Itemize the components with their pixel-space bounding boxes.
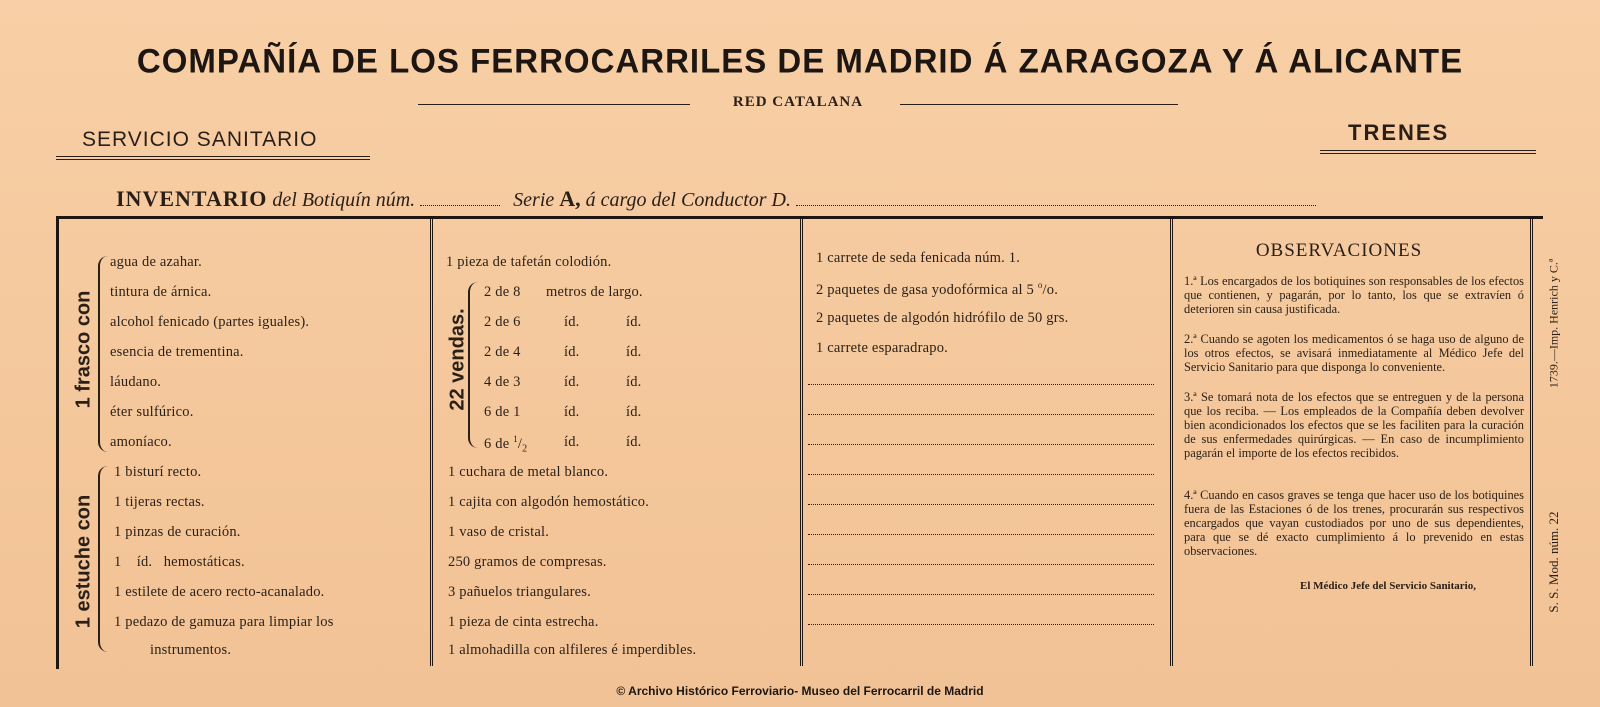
venda-qty: 2 de 6 — [484, 314, 521, 330]
list-item: 3 pañuelos triangulares. — [448, 584, 591, 600]
blank-entry-line[interactable] — [808, 474, 1154, 475]
list-item: 1 pieza de tafetán colodión. — [446, 254, 612, 270]
network-row — [418, 94, 1178, 114]
trains-label: TRENES — [1348, 120, 1450, 145]
venda-desc: íd. — [626, 404, 642, 420]
list-item: 1 carrete esparadrapo. — [816, 340, 948, 356]
blank-entry-line[interactable] — [808, 504, 1154, 505]
venda-desc: íd. — [626, 314, 642, 330]
list-item: 1 pedazo de gamuza para limpiar los — [114, 614, 334, 630]
list-item: 2 paquetes de algodón hidrófilo de 50 grs. — [816, 310, 1069, 326]
venda-qty-text: 6 de — [484, 435, 510, 452]
venda-desc: metros de largo. — [546, 284, 643, 300]
list-item: esencia de trementina. — [110, 344, 244, 360]
blank-entry-line[interactable] — [808, 564, 1154, 565]
blank-entry-line[interactable] — [808, 534, 1154, 535]
botiquin-number-field[interactable] — [420, 191, 500, 206]
list-item: 1 vaso de cristal. — [448, 524, 550, 540]
list-item: amoníaco. — [110, 434, 172, 450]
column-divider-1 — [430, 216, 433, 666]
inventory-line — [116, 186, 1476, 216]
network-rule-right — [900, 104, 1178, 105]
botiquin-label: del Botiquín núm. — [272, 189, 416, 211]
list-item: 250 gramos de compresas. — [448, 554, 607, 570]
company-title: COMPAÑÍA DE LOS FERROCARRILES DE MADRID Á ZARAGOZA Y Á ALICANTE — [136, 41, 1464, 80]
venda-desc: íd. — [564, 314, 580, 330]
model-number: S. S. Mod. núm. 22 — [1546, 511, 1561, 613]
fraction-numerator: 1 — [513, 434, 518, 444]
observation-paragraph: 3.ª Se tomará nota de los efectos que se entreguen y de la persona que los reciba. — Los empleados de la Compañía deben devolver bien acondicionados los efectos que se les faciliten para la curación de sus enfermedades quirúrgicas. — En caso de incumplimiento pagarán el importe de los efectos recibidos. — [1184, 390, 1524, 460]
venda-desc: íd. — [626, 344, 642, 360]
inventory-title: INVENTARIO — [116, 186, 268, 211]
percent-sup: o — [1037, 280, 1043, 290]
blank-entry-line[interactable] — [808, 594, 1154, 595]
trains-rule — [1320, 150, 1536, 154]
conductor-name-field[interactable] — [796, 191, 1316, 206]
venda-desc: íd. — [564, 374, 580, 390]
venda-desc: íd. — [626, 374, 642, 390]
observations-title: OBSERVACIONES — [1255, 240, 1423, 261]
list-item: 1 tijeras rectas. — [114, 494, 205, 510]
blank-entry-line[interactable] — [808, 444, 1154, 445]
venda-qty: 4 de 3 — [484, 374, 521, 390]
gasa-text: 2 paquetes de gasa yodofórmica al 5 — [816, 281, 1034, 298]
frasco-group-label: 1 frasco con — [72, 290, 95, 409]
blank-entry-line[interactable] — [808, 624, 1154, 625]
list-item: éter sulfúrico. — [110, 404, 194, 420]
list-item: 1 bisturí recto. — [114, 464, 202, 480]
signature-line: El Médico Jefe del Servicio Sanitario, — [1300, 580, 1476, 592]
list-item — [816, 280, 1058, 299]
list-item: 1 carrete de seda fenicada núm. 1. — [816, 250, 1021, 266]
vendas-group-label: 22 vendas. — [446, 308, 469, 411]
service-name: SERVICIO SANITARIO — [82, 128, 318, 151]
fraction-denominator: 2 — [522, 443, 528, 455]
network-name: RED CATALANA — [732, 94, 864, 110]
column-divider-3 — [1170, 216, 1173, 666]
observation-paragraph: 2.ª Cuando se agoten los medicamentos ó se haga uso de alguno de los otros efectos, se avisará inmediatamente al Médico Jefe del Servicio Sanitario para que disponga lo conveniente. — [1184, 332, 1524, 374]
venda-qty: 2 de 4 — [484, 344, 521, 360]
list-item: agua de azahar. — [110, 254, 202, 270]
list-item: 1 cuchara de metal blanco. — [448, 464, 609, 480]
frasco-brace — [98, 256, 108, 452]
venda-desc: íd. — [564, 404, 580, 420]
venda-desc: íd. — [626, 434, 642, 450]
serie-letter: A, — [559, 186, 581, 211]
blank-entry-line[interactable] — [808, 414, 1154, 415]
serie-label: Serie — [513, 189, 555, 211]
venda-qty: 2 de 8 — [484, 284, 521, 300]
list-item: 1 íd. hemostáticas. — [114, 554, 245, 570]
list-item: tintura de árnica. — [110, 284, 212, 300]
venda-desc: íd. — [564, 434, 580, 450]
service-rule — [56, 156, 370, 160]
list-item: alcohol fenicado (partes iguales). — [110, 314, 310, 330]
list-item: 1 almohadilla con alfileres é imperdibles. — [448, 642, 697, 658]
estuche-brace — [98, 466, 108, 652]
observation-paragraph: 4.ª Cuando en casos graves se tenga que hacer uso de los botiquines fuera de las Estaciones ó de los trenes, procurarán sus respectivos encargados que vayan custodiados por uno de sus dependientes, para que se dé exacto cumplimiento á lo prevenido en estas observaciones. — [1184, 488, 1524, 558]
list-item: 1 cajita con algodón hemostático. — [448, 494, 650, 510]
observation-paragraph: 1.ª Los encargados de los botiquines son responsables de los efectos que contienen, y pagarán, por lo tanto, los que se extravíen ó deterioren sin causa justificada. — [1184, 274, 1524, 316]
list-item: instrumentos. — [150, 642, 232, 658]
list-item: láudano. — [110, 374, 162, 390]
list-item: 1 pieza de cinta estrecha. — [448, 614, 599, 630]
percent-tail: /o. — [1042, 281, 1059, 298]
column-divider-4 — [1530, 216, 1533, 666]
venda-desc: íd. — [564, 344, 580, 360]
list-item: 1 estilete de acero recto-acanalado. — [114, 584, 325, 600]
column-divider-2 — [800, 216, 803, 666]
vendas-brace — [468, 282, 478, 448]
venda-qty: 6 de 1 — [484, 404, 521, 420]
estuche-group-label: 1 estuche con — [72, 494, 95, 629]
copyright-notice: © Archivo Histórico Ferroviario- Museo del Ferrocarril de Madrid — [616, 684, 984, 698]
list-item: 1 pinzas de curación. — [114, 524, 241, 540]
blank-entry-line[interactable] — [808, 384, 1154, 385]
printer-imprint: 1739.—Imp. Henrich y C.ª — [1546, 258, 1561, 389]
venda-qty: 6 de $^1/_2$ — [484, 434, 528, 455]
conductor-label: á cargo del Conductor D. — [585, 189, 791, 211]
